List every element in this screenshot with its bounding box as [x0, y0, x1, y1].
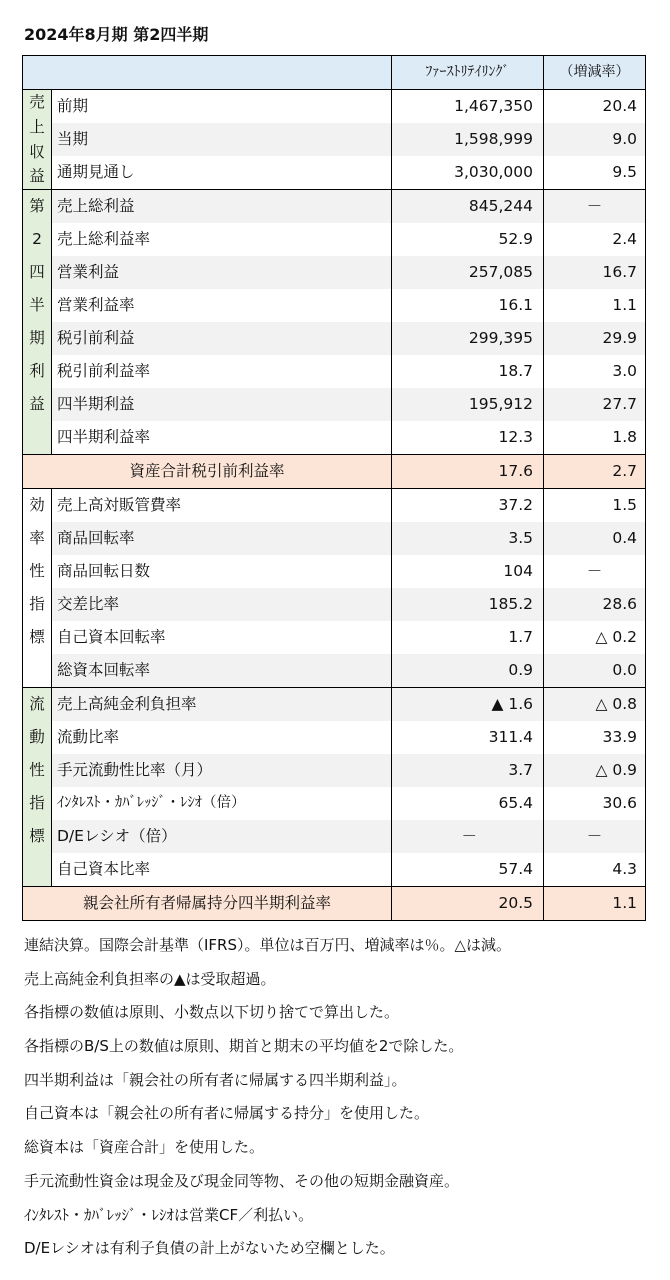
table-row: 売上総利益率 52.9 2.4	[23, 223, 646, 256]
table-row: 商品回転日数 104 －	[23, 555, 646, 588]
footnote: 各指標のB/S上の数値は原則、期首と期末の平均値を2で除した。	[24, 1037, 464, 1056]
table-row: 自己資本比率 57.4 4.3	[23, 853, 646, 887]
section-label-profit: 第 2 四 半 期 利 益	[23, 190, 52, 455]
table-row: ｲﾝﾀﾚｽﾄ・ｶﾊﾞﾚｯｼﾞ・ﾚｼｵ（倍） 65.4 30.6	[23, 787, 646, 820]
table-row: 四半期利益率 12.3 1.8	[23, 421, 646, 455]
section-label-liquidity: 流 動 性 指 標	[23, 688, 52, 887]
table-row: 自己資本回転率 1.7 △ 0.2	[23, 621, 646, 654]
footnote: 各指標の数値は原則、小数点以下切り捨てで算出した。	[24, 1003, 400, 1022]
header-change: （増減率）	[544, 56, 646, 90]
table-row-roa: 資産合計税引前利益率 17.6 2.7	[23, 455, 646, 489]
financial-table	[22, 55, 646, 921]
table-row: 第 2 四 半 期 利 益 売上総利益 845,244 －	[23, 190, 646, 224]
table-row: 税引前利益率 18.7 3.0	[23, 355, 646, 388]
footnote: 総資本は「資産合計」を使用した。	[24, 1138, 265, 1157]
footnote: 手元流動性資金は現金及び現金同等物、その他の短期金融資産。	[24, 1171, 460, 1190]
table-row: 四半期利益 195,912 27.7	[23, 388, 646, 421]
footnote: 売上高純金利負担率の▲は受取超過。	[24, 969, 276, 988]
table-row: D/Eレシオ（倍） － －	[23, 820, 646, 853]
footnote: 連結決算。国際会計基準（IFRS）。単位は百万円、増減率は％。△は減。	[24, 936, 512, 954]
section-label-sales: 売 上 収 益	[23, 90, 52, 190]
table-header-row	[23, 56, 646, 90]
table-row: 通期見通し 3,030,000 9.5	[23, 156, 646, 190]
table-row: 当期 1,598,999 9.0	[23, 123, 646, 156]
footnotes	[24, 929, 654, 1266]
section-label-efficiency: 効 率 性 指 標	[23, 489, 52, 688]
footnote: 四半期利益は「親会社の所有者に帰属する四半期利益」。	[24, 1070, 407, 1089]
table-row: 売 上 収 益 前期 1,467,350 20.4	[23, 90, 646, 124]
footnote: 自己資本は「親会社の所有者に帰属する持分」を使用した。	[24, 1104, 430, 1123]
header-company: ﾌｧｰｽﾄﾘﾃｲﾘﾝｸﾞ	[392, 56, 544, 90]
table-row: 交差比率 185.2 28.6	[23, 588, 646, 621]
report-title: 2024年8月期 第2四半期	[24, 25, 209, 44]
table-row: 流動比率 311.4 33.9	[23, 721, 646, 754]
table-row: 効 率 性 指 標 売上高対販管費率 37.2 1.5	[23, 489, 646, 523]
table-row-roe: 親会社所有者帰属持分四半期利益率 20.5 1.1	[23, 887, 646, 921]
table-row: 流 動 性 指 標 売上高純金利負担率 ▲ 1.6 △ 0.8	[23, 688, 646, 722]
table-row: 営業利益率 16.1 1.1	[23, 289, 646, 322]
table-row: 総資本回転率 0.9 0.0	[23, 654, 646, 688]
table-row: 手元流動性比率（月） 3.7 △ 0.9	[23, 754, 646, 787]
footnote: ｲﾝﾀﾚｽﾄ・ｶﾊﾞﾚｯｼﾞ・ﾚｼｵは営業CF／利払い。	[24, 1205, 314, 1224]
footnote: D/Eレシオは有利子負債の計上がないため空欄とした。	[24, 1239, 395, 1258]
table-row: 営業利益 257,085 16.7	[23, 256, 646, 289]
table-row: 商品回転率 3.5 0.4	[23, 522, 646, 555]
table-row: 税引前利益 299,395 29.9	[23, 322, 646, 355]
